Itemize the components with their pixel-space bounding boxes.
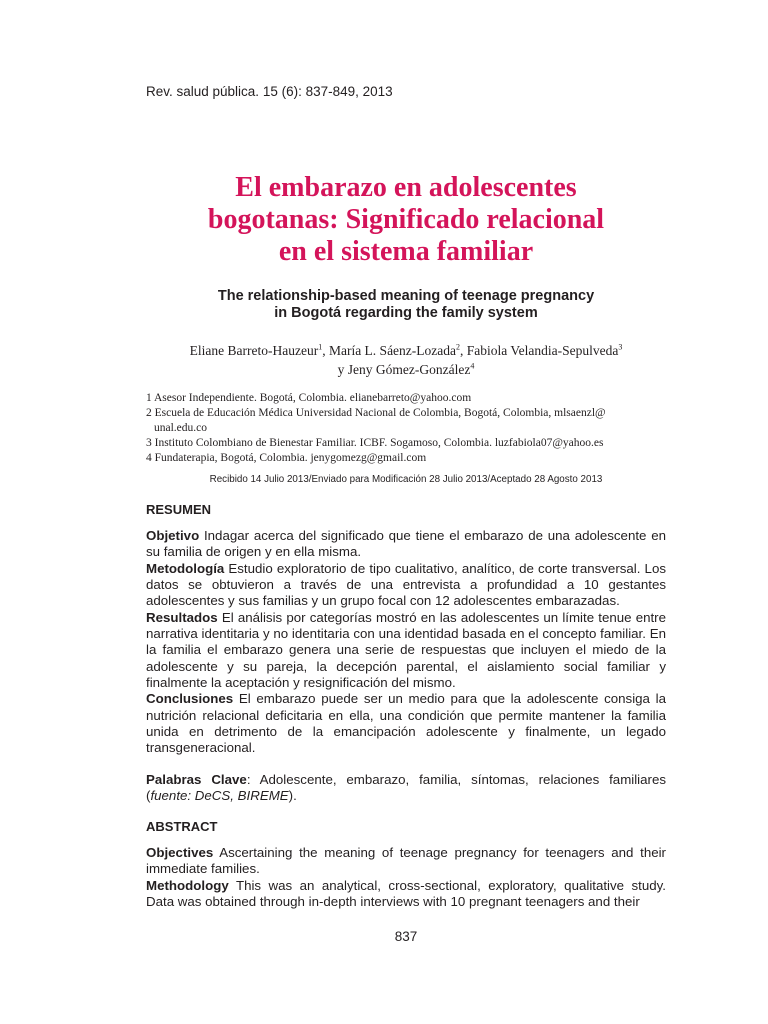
page-number: 837	[394, 929, 418, 944]
title-line: bogotanas: Significado relacional	[207, 204, 605, 235]
author-name: y Jeny Gómez-González	[337, 362, 471, 377]
author-separator: ,	[322, 343, 329, 358]
title-line: en el sistema familiar	[278, 236, 534, 267]
methodology-label: Methodology	[146, 877, 229, 893]
keywords-label: Palabras Clave	[146, 772, 247, 787]
author-name: Eliane Barreto-Hauzeur	[189, 343, 319, 358]
resumen-resultados	[146, 610, 666, 692]
article-title	[140, 172, 672, 268]
keywords-close: ).	[288, 788, 297, 804]
abstract-methodology	[146, 878, 666, 911]
objectives-text: Ascertaining the meaning of teenage pregnancy for teenagers and their immediate families.	[146, 845, 666, 877]
metodologia-text: Estudio exploratorio de tipo cualitativo, analítico, de corte transversal. Los datos se obtuvieron a través de una entrevista a profundidad a 10 gestantes adolescentes y sus familias y un grupo focal con 12 adolescentes embarazadas.	[146, 560, 666, 609]
resumen-objetivo	[146, 528, 666, 561]
journal-reference: Rev. salud pública. 15 (6): 837-849, 2013	[146, 84, 393, 99]
keywords-text: : Adolescente, embarazo, familia, síntomas, relaciones familiares (	[146, 772, 667, 804]
affiliation-text: 2 Escuela de Educación Médica Universidad Nacional de Colombia, Bogotá, Colombia, mlsaenzl@	[146, 407, 606, 419]
resumen-metodologia	[146, 561, 666, 610]
keywords-source: fuente: DeCS, BIREME	[150, 788, 289, 804]
author-affiliation-marker: 2	[456, 342, 461, 352]
subtitle-line: The relationship-based meaning of teenage pregnancy	[217, 288, 595, 304]
resumen-heading: RESUMEN	[146, 502, 212, 517]
abstract-body	[146, 845, 666, 910]
conclusiones-label: Conclusiones	[146, 691, 234, 707]
keywords-paragraph	[146, 772, 666, 805]
resumen-body	[146, 528, 666, 757]
abstract-heading: ABSTRACT	[146, 819, 218, 834]
resultados-label: Resultados	[146, 609, 218, 625]
author-line	[140, 360, 672, 379]
title-line: El embarazo en adolescentes	[235, 172, 577, 203]
affiliation-continuation: unal.edu.co	[154, 422, 208, 434]
objetivo-text: Indagar acerca del significado que tiene el embarazo de una adolescente en su familia de origen y en ella misma.	[146, 528, 666, 560]
abstract-objectives	[146, 845, 666, 878]
affiliation-item: 4 Fundaterapia, Bogotá, Colombia. jenygomezg@gmail.com	[146, 452, 427, 464]
affiliation-item	[146, 406, 666, 436]
metodologia-label: Metodología	[146, 560, 225, 576]
author-separator: ,	[460, 343, 467, 358]
article-subtitle	[140, 288, 672, 322]
affiliation-item: 1 Asesor Independiente. Bogotá, Colombia. elianebarreto@yahoo.com	[146, 392, 472, 404]
objetivo-label: Objetivo	[146, 528, 200, 543]
methodology-text: This was an analytical, cross-sectional, exploratory, qualitative study. Data was obtained through in-depth interviews with 10 pregnant teenagers and their	[146, 877, 666, 910]
objectives-label: Objectives	[146, 845, 214, 860]
author-affiliation-marker: 3	[618, 342, 623, 352]
author-name: María L. Sáenz-Lozada	[328, 343, 457, 358]
resumen-conclusiones	[146, 691, 666, 756]
keywords	[146, 772, 666, 805]
author-list	[140, 341, 672, 379]
resultados-text: El análisis por categorías mostró en las adolescentes un límite tenue entre narrativa identitaria y no identitaria con una identidad basada en el concepto familiar. En la familia el embarazo genera una serie de respuestas que incluyen el miedo de la adolescente y su pareja, la decepción parental, el aislamiento social familiar y finalmente la aceptación y resignificación del mismo.	[146, 609, 666, 691]
author-line	[140, 341, 672, 360]
conclusiones-text: El embarazo puede ser un medio para que la adolescente consiga la nutrición relacional deficitaria en ella, una condición que permite mantener la familia unida en detrimento de la emancipación adolescente y finalmente, un legado transgeneracional.	[146, 691, 666, 756]
subtitle-line: in Bogotá regarding the family system	[274, 305, 538, 321]
submission-dates: Recibido 14 Julio 2013/Enviado para Modificación 28 Julio 2013/Aceptado 28 Agosto 2013	[209, 474, 603, 485]
affiliation-list	[146, 391, 666, 466]
author-affiliation-marker: 1	[318, 342, 323, 352]
author-affiliation-marker: 4	[470, 361, 475, 371]
affiliation-item: 3 Instituto Colombiano de Bienestar Familiar. ICBF. Sogamoso, Colombia. luzfabiola07@yahoo.es	[146, 437, 604, 449]
author-name: Fabiola Velandia-Sepulveda	[466, 343, 619, 358]
